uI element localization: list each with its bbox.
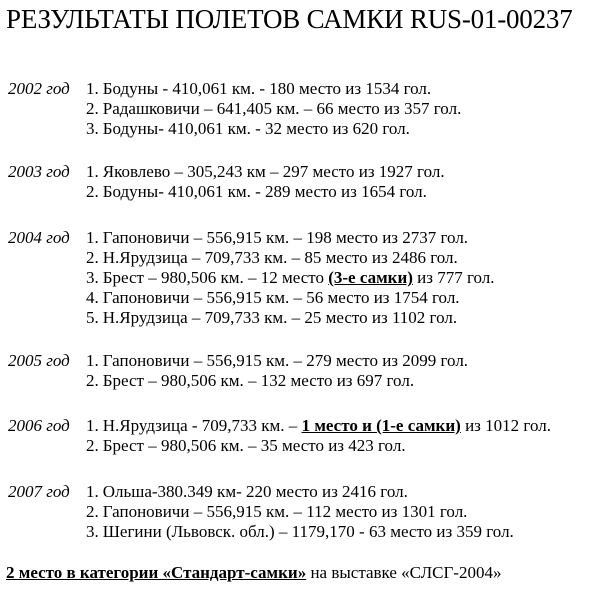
- entry-text: Гапоновичи – 556,915 км. – 112 место из 1301 гол.: [102, 502, 468, 521]
- result-entry: [86, 99, 596, 119]
- emphasis-text: (3-е самки): [328, 268, 413, 287]
- result-list: [86, 351, 596, 391]
- entry-text: Н.Ярудзица – 709,733 км. – 85 место из 2486 гол.: [102, 248, 458, 267]
- result-entry: [86, 436, 596, 456]
- entry-number: 1.: [86, 482, 99, 501]
- result-list: [86, 228, 596, 328]
- result-entry: [86, 351, 596, 371]
- result-entry: [86, 162, 596, 182]
- entry-number: 1.: [86, 228, 99, 247]
- entry-text: Бодуны- 410,061 км. - 32 место из 620 гол.: [102, 119, 410, 138]
- entry-number: 2.: [86, 99, 99, 118]
- year-label: 2007 год: [8, 482, 70, 501]
- result-entry: [86, 371, 596, 391]
- entry-text-lead: Брест – 980,506 км. – 12 место: [102, 268, 329, 287]
- page-title: РЕЗУЛЬТАТЫ ПОЛЕТОВ САМКИ RUS-01-00237: [6, 4, 573, 34]
- result-entry: [86, 416, 596, 436]
- entry-number: 1.: [86, 162, 99, 181]
- entry-text: Гапоновичи – 556,915 км. – 56 место из 1754 гол.: [102, 288, 460, 307]
- award-text: на выставке «СЛСГ-2004»: [306, 563, 502, 582]
- result-entry: [86, 308, 596, 328]
- emphasis-text: 1 место и (1-е самки): [301, 416, 461, 435]
- result-entry: [86, 288, 596, 308]
- entry-number: 2.: [86, 371, 99, 390]
- entry-text: Бодуны - 410,061 км. - 180 место из 1534 гол.: [102, 79, 432, 98]
- result-entry: [86, 522, 596, 542]
- entry-text: Шегини (Львовск. обл.) – 1179,170 - 63 место из 359 гол.: [102, 522, 514, 541]
- entry-number: 5.: [86, 308, 99, 327]
- result-list: [86, 482, 596, 542]
- entry-number: 3.: [86, 268, 99, 287]
- entry-text-tail: из 1012 гол.: [460, 416, 551, 435]
- entry-text-lead: Н.Ярудзица - 709,733 км. –: [102, 416, 302, 435]
- award-emphasis: 2 место в категории «Стандарт-самки»: [6, 563, 307, 582]
- entry-number: 3.: [86, 522, 99, 541]
- result-entry: [86, 119, 596, 139]
- entry-text: Радашковичи – 641,405 км. – 66 место из 357 гол.: [102, 99, 462, 118]
- year-label: 2003 год: [8, 162, 70, 181]
- entry-text: Яковлево – 305,243 км – 297 место из 1927 гол.: [102, 162, 445, 181]
- result-entry: [86, 182, 596, 202]
- entry-text: Ольша-380.349 км- 220 место из 2416 гол.: [102, 482, 408, 501]
- year-label: 2005 год: [8, 351, 70, 370]
- entry-text: Бодуны- 410,061 км. - 289 место из 1654 гол.: [102, 182, 427, 201]
- award-note: [6, 562, 501, 584]
- entry-number: 2.: [86, 248, 99, 267]
- entry-text: Гапоновичи – 556,915 км. – 279 место из 2099 гол.: [102, 351, 469, 370]
- entry-text: Н.Ярудзица – 709,733 км. – 25 место из 1102 гол.: [102, 308, 458, 327]
- result-entry: [86, 502, 596, 522]
- entry-text: Брест – 980,506 км. – 132 место из 697 гол.: [102, 371, 415, 390]
- entry-number: 2.: [86, 502, 99, 521]
- result-list: [86, 416, 596, 456]
- result-entry: [86, 79, 596, 99]
- year-label: 2002 год: [8, 79, 70, 98]
- entry-number: 1.: [86, 416, 99, 435]
- result-list: [86, 162, 596, 202]
- entry-number: 1.: [86, 351, 99, 370]
- entry-number: 3.: [86, 119, 99, 138]
- result-entry: [86, 248, 596, 268]
- year-label: 2006 год: [8, 416, 70, 435]
- entry-number: 2.: [86, 436, 99, 455]
- entry-text-tail: из 777 гол.: [412, 268, 495, 287]
- entry-number: 1.: [86, 79, 99, 98]
- year-label: 2004 год: [8, 228, 70, 247]
- result-list: [86, 79, 596, 139]
- entry-number: 4.: [86, 288, 99, 307]
- result-entry: [86, 482, 596, 502]
- result-entry: [86, 268, 596, 288]
- result-entry: [86, 228, 596, 248]
- entry-text: Брест – 980,506 км. – 35 место из 423 гол.: [102, 436, 406, 455]
- entry-text: Гапоновичи – 556,915 км. – 198 место из 2737 гол.: [102, 228, 469, 247]
- entry-number: 2.: [86, 182, 99, 201]
